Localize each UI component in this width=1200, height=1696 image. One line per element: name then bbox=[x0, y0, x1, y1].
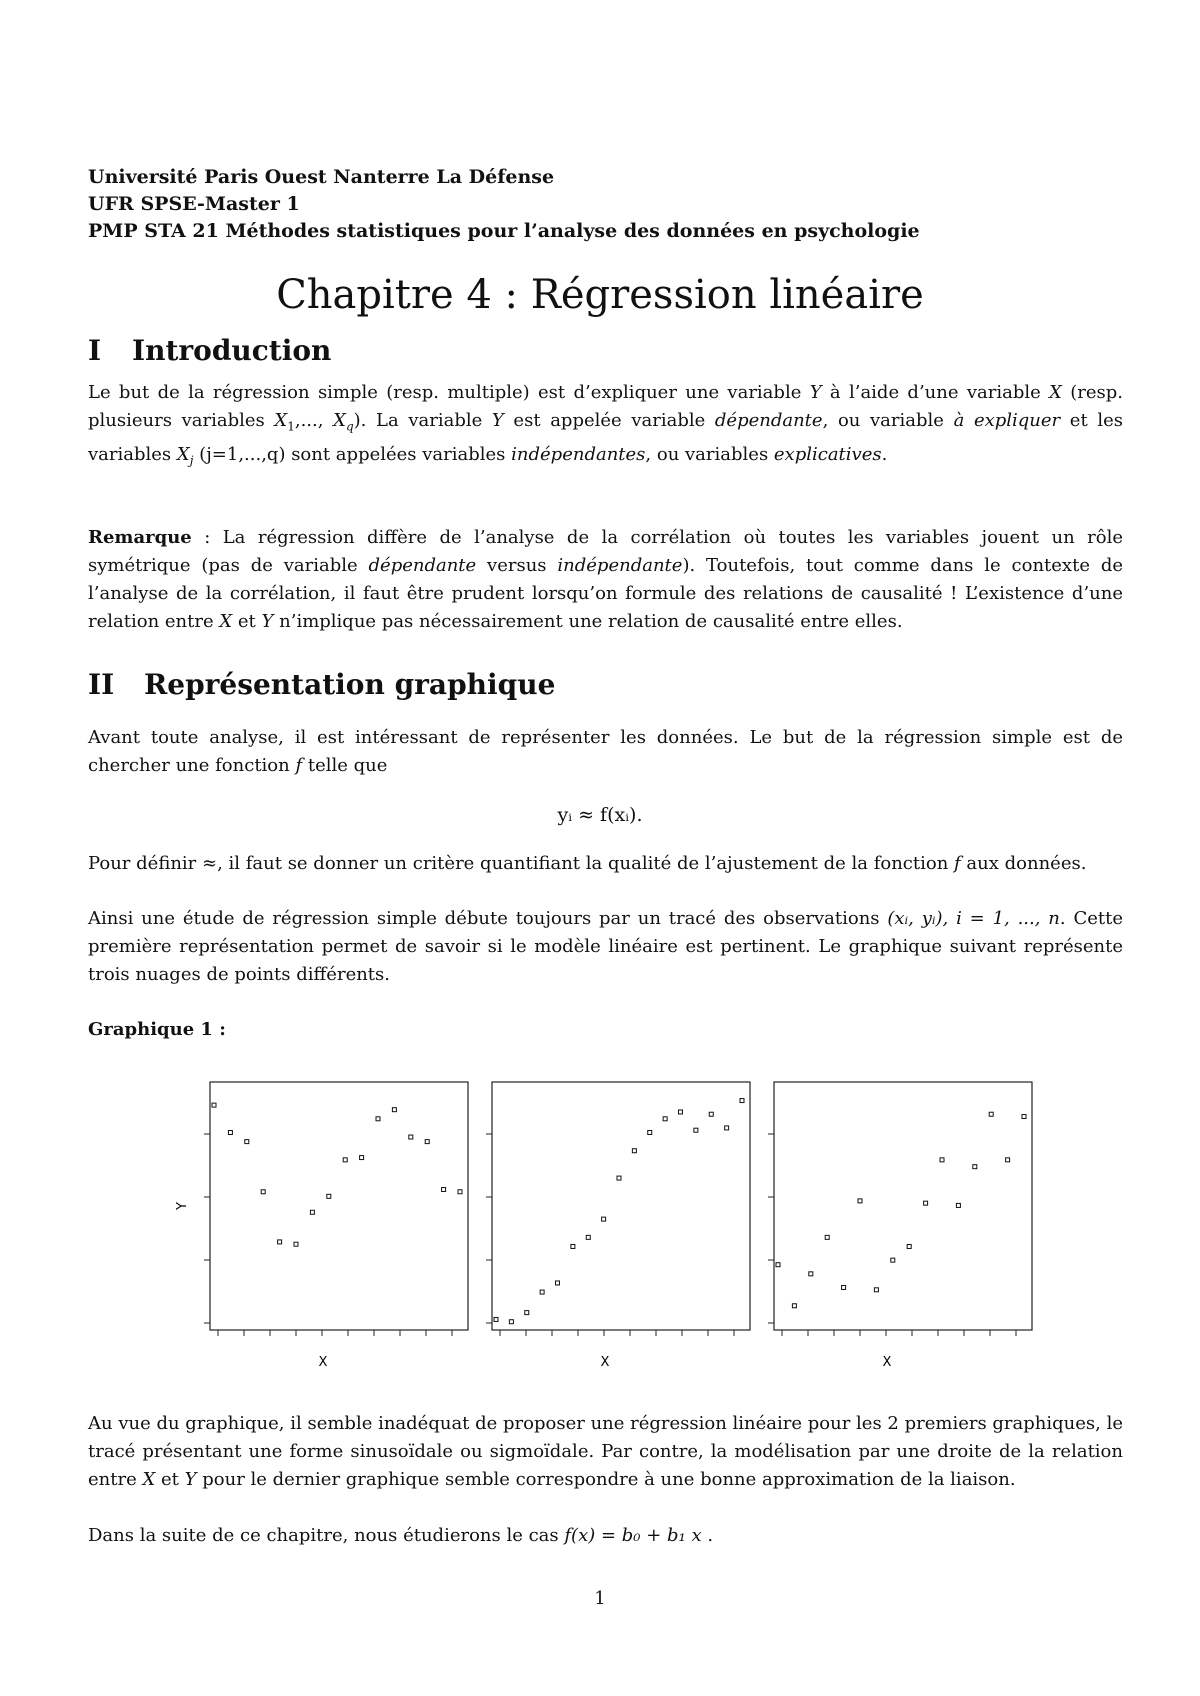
data-point bbox=[924, 1201, 928, 1205]
section-number: II bbox=[88, 668, 115, 701]
data-point bbox=[425, 1140, 429, 1144]
data-point bbox=[409, 1135, 413, 1139]
data-point bbox=[376, 1117, 380, 1121]
data-point bbox=[709, 1112, 713, 1116]
data-point bbox=[458, 1190, 462, 1194]
data-point bbox=[842, 1286, 846, 1290]
remark-label: Remarque bbox=[88, 527, 192, 548]
criterion-paragraph: Pour définir ≈, il faut se donner un critère quantifiant la qualité de l’ajustement de la fonction f aux données. bbox=[88, 853, 1087, 874]
data-point bbox=[809, 1272, 813, 1276]
data-point bbox=[261, 1190, 265, 1194]
ufr-line: UFR SPSE-Master 1 bbox=[88, 193, 300, 215]
scatter-figure bbox=[160, 1070, 1040, 1370]
data-point bbox=[679, 1110, 683, 1114]
section-title: Introduction bbox=[132, 334, 332, 367]
x-axis-label: X bbox=[600, 1355, 610, 1370]
data-point bbox=[509, 1320, 513, 1324]
data-point bbox=[740, 1099, 744, 1103]
section-title: Représentation graphique bbox=[144, 668, 556, 701]
data-point bbox=[792, 1304, 796, 1308]
conclusion-paragraph: Au vue du graphique, il semble inadéquat de proposer une régression linéaire pour les 2 premiers graphiques, le tracé présentant une forme sinusoïdale ou sigmoïdale. Par contre, la modélisation par une droite de la relation entre X et Y pour le dernier graphique semble correspondre à une bonne approximation de la liaison. bbox=[88, 1413, 1123, 1490]
course-header bbox=[88, 164, 920, 245]
data-point bbox=[278, 1240, 282, 1244]
data-point bbox=[245, 1140, 249, 1144]
data-point bbox=[858, 1199, 862, 1203]
x-axis-label: X bbox=[882, 1355, 892, 1370]
x-axis-label: X bbox=[318, 1355, 328, 1370]
section-number: I bbox=[88, 334, 102, 367]
data-point bbox=[586, 1235, 590, 1239]
data-point bbox=[1006, 1158, 1010, 1162]
equation: yᵢ ≈ f(xᵢ). bbox=[557, 804, 643, 826]
next-paragraph: Dans la suite de ce chapitre, nous étudierons le cas f(x) = b₀ + b₁ x . bbox=[88, 1525, 714, 1546]
data-point bbox=[989, 1112, 993, 1116]
data-point bbox=[602, 1217, 606, 1221]
intro-paragraph: Le but de la régression simple (resp. multiple) est d’expliquer une variable Y à l’aide d’une variable X (resp. plusieurs variables $X_1$,..., $X_q$). La variable Y est appelée variable dépendante, ou variable à expliquer et les variables $X_j$ (j=1,...,q) sont appelées variables indépendantes, ou variables explicatives. bbox=[88, 382, 1124, 468]
data-point bbox=[494, 1317, 498, 1321]
data-point bbox=[891, 1258, 895, 1262]
data-point bbox=[540, 1290, 544, 1294]
remark-paragraph: Remarque : La régression diffère de l’analyse de la corrélation où toutes les variables jouent un rôle symétrique (pas de variable dépendante versus indépendante). Toutefois, tout comme dans le contexte de l’analyse de la corrélation, il faut être prudent lorsqu’on formule des relations de causalité ! L’existence d’une relation entre X et Y n’implique pas nécessairement une relation de causalité entre elles. bbox=[88, 527, 1123, 632]
data-point bbox=[360, 1156, 364, 1160]
data-point bbox=[294, 1242, 298, 1246]
section-heading-representation bbox=[88, 668, 555, 701]
panel-frame bbox=[210, 1082, 468, 1330]
data-point bbox=[228, 1130, 232, 1134]
data-point bbox=[725, 1126, 729, 1130]
panel-frame bbox=[774, 1082, 1032, 1330]
chapter-title: Chapitre 4 : Régression linéaire bbox=[276, 272, 924, 318]
data-point bbox=[874, 1288, 878, 1292]
data-point bbox=[392, 1108, 396, 1112]
section-heading-introduction bbox=[88, 334, 331, 367]
university-line: Université Paris Ouest Nanterre La Défense bbox=[88, 166, 555, 188]
data-point bbox=[632, 1149, 636, 1153]
data-point bbox=[327, 1194, 331, 1198]
data-point bbox=[212, 1103, 216, 1107]
data-point bbox=[310, 1210, 314, 1214]
panel-frame bbox=[492, 1082, 750, 1330]
data-point bbox=[940, 1158, 944, 1162]
data-point bbox=[776, 1263, 780, 1267]
data-point bbox=[907, 1244, 911, 1248]
y-axis-label: Y bbox=[175, 1202, 190, 1210]
course-line: PMP STA 21 Méthodes statistiques pour l’analyse des données en psychologie bbox=[88, 220, 920, 242]
data-point bbox=[617, 1176, 621, 1180]
page-number: 1 bbox=[594, 1588, 606, 1609]
data-point bbox=[648, 1130, 652, 1134]
data-point bbox=[825, 1235, 829, 1239]
data-point bbox=[1022, 1115, 1026, 1119]
graph-label: Graphique 1 : bbox=[88, 1019, 226, 1040]
data-point bbox=[556, 1281, 560, 1285]
data-point bbox=[571, 1244, 575, 1248]
observation-paragraph: Ainsi une étude de régression simple débute toujours par un tracé des observations (xᵢ, yᵢ), i = 1, ..., n. Cette première représentation permet de savoir si le modèle linéaire est pertinent. Le graphique suivant représente trois nuages de points différents. bbox=[88, 908, 1123, 985]
data-point bbox=[343, 1158, 347, 1162]
data-point bbox=[956, 1203, 960, 1207]
data-point bbox=[525, 1311, 529, 1315]
data-point bbox=[442, 1187, 446, 1191]
data-point bbox=[973, 1165, 977, 1169]
representation-paragraph: Avant toute analyse, il est intéressant de représenter les données. Le but de la régression simple est de chercher une fonction f telle que bbox=[88, 727, 1123, 776]
data-point bbox=[663, 1117, 667, 1121]
data-point bbox=[694, 1128, 698, 1132]
